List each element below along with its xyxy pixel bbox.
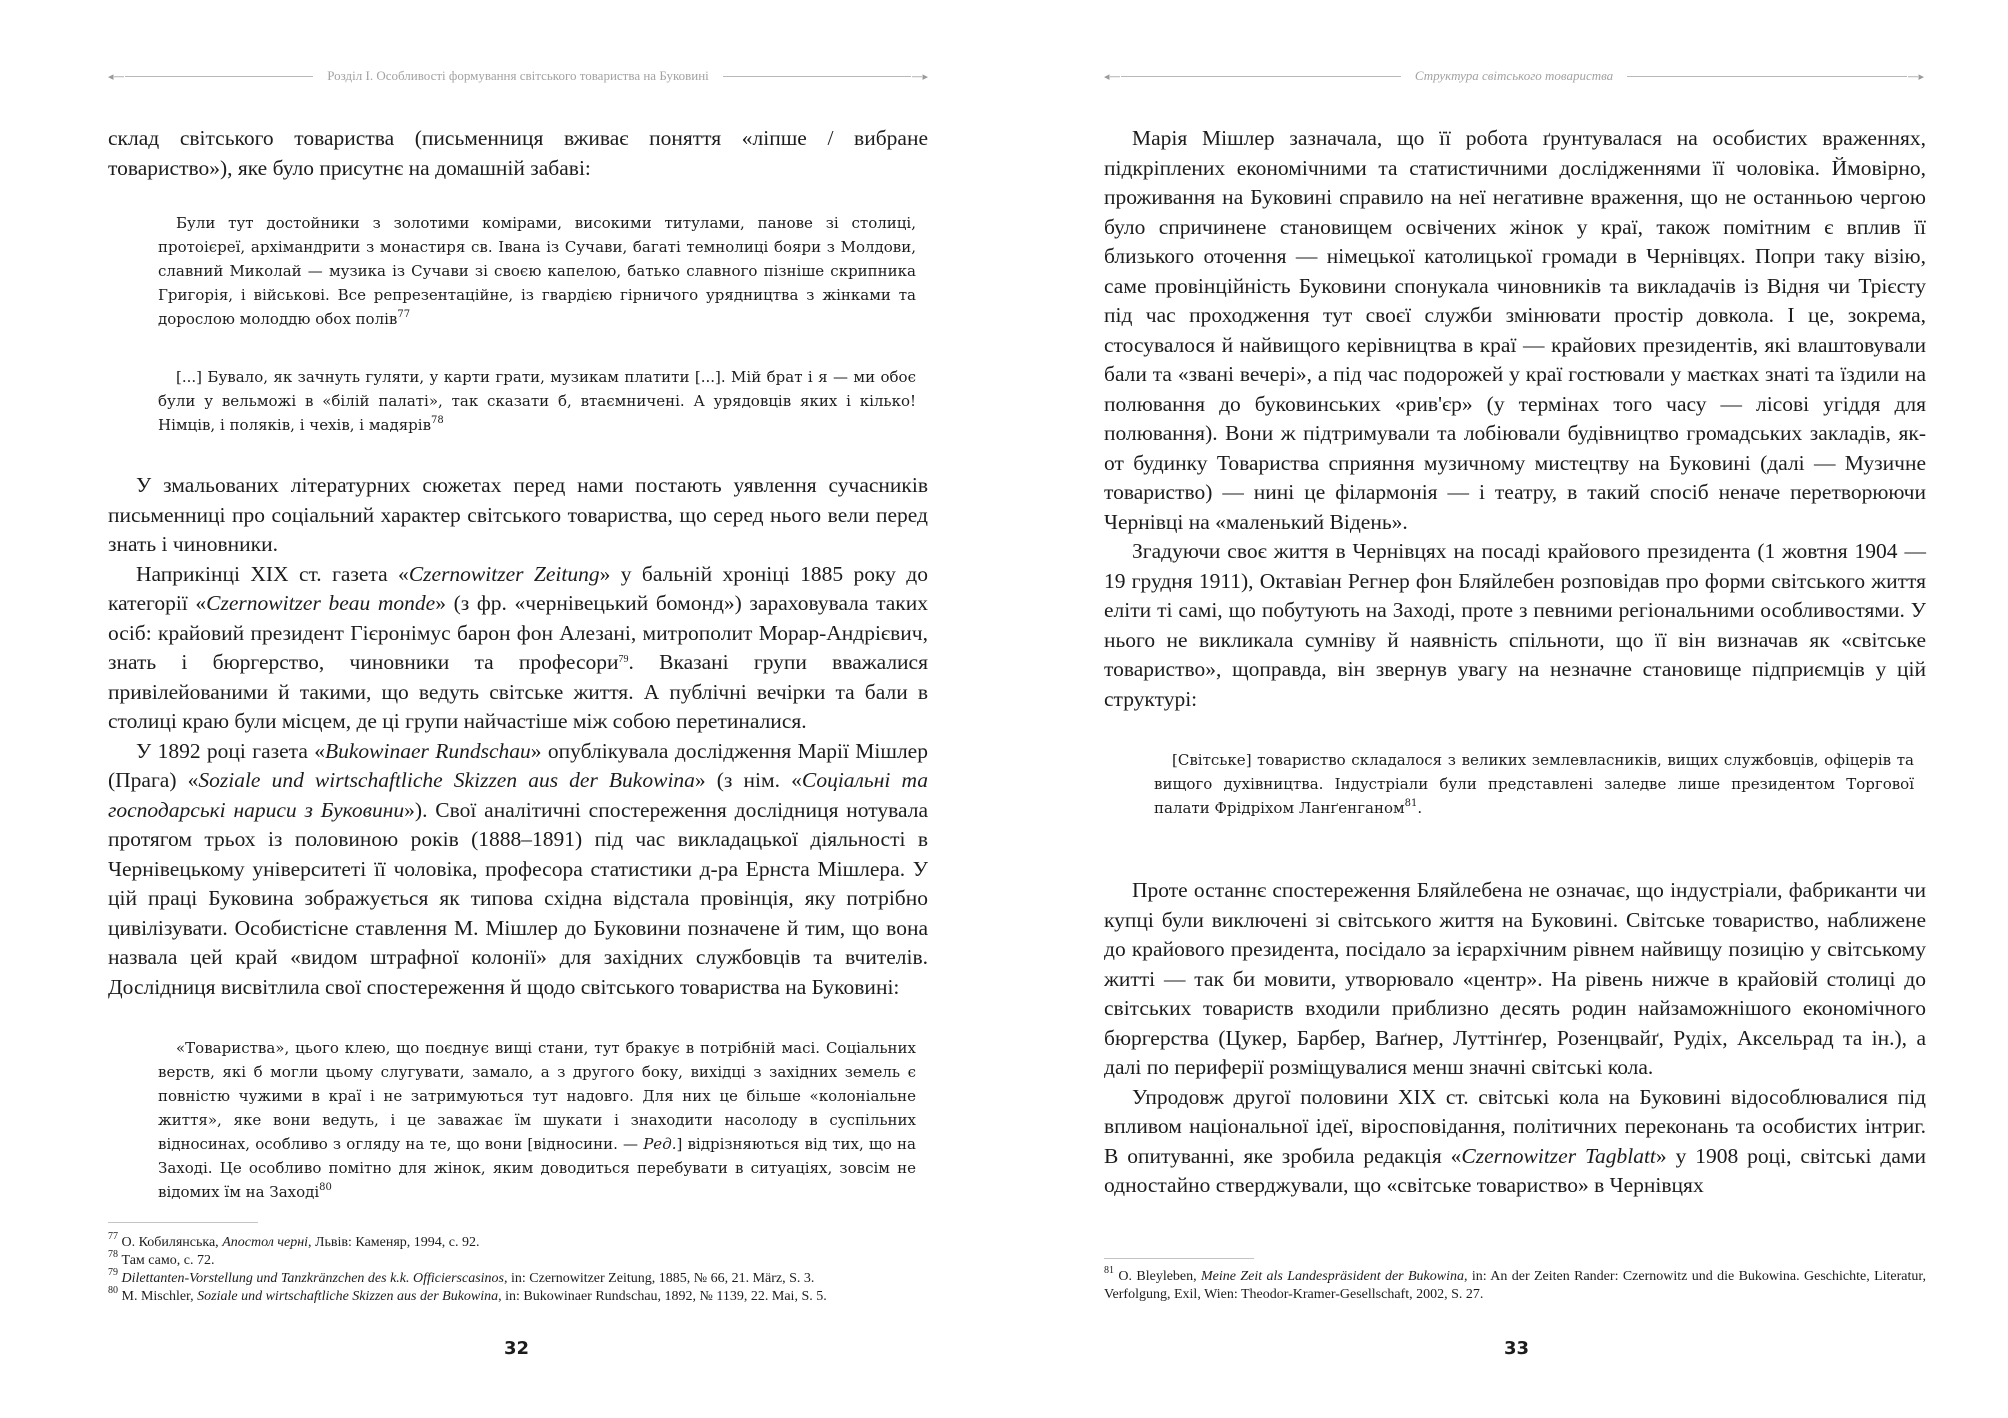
ornament-right-icon: —▸ — [911, 69, 929, 83]
quote-text: [...] Бувало, як зачнуть гуляти, у карти грати, музикам платити [...]. Мій брат і я — ми обоє були у вельможі в «білій палаті», так сказати б, втаємничені. А урядовців яких і кілько! Німців, і поляків, і чехів, і мадярів — [158, 368, 916, 434]
paragraph: Марія Мішлер зазначала, що її робота ґрунтувалася на особистих враженнях, підкріплених економічними та статистичними дослідженнями її чоловіка. Ймовірно, проживання на Буковині справило на неї негативне враження, що не останньою чергою було спричинене становищем освічених жінок у краї, також помітним є вплив її близького оточення — німецької католицької громади в Чернівцях. Попри таку візію, саме провінційність Буковини спонукала чиновників та викладачів із Відня чи Трієсту під час проходження тут своєї служби змінювати простір довкола. І це, зокрема, стосувалося й найвищого керівництва в краї — крайових президентів, які влаштовували бали та «звані вечері», а під час подорожей у краї гостювали у маєтках знаті та їздили на полювання до буковинських «рив'єр» (у термінах того часу — лісові угіддя для полювання). Вони ж підтримували та лобіювали будівництво громадських закладів, як-от будинку Товариства сприяння музичному мистецтву на Буковині (далі — Музичне товариство) — нині це філармонія — і театру, в такий спосіб неначе перетворюючи Чернівці на «маленький Відень». — [1104, 126, 1926, 534]
footnote: $^{81}$ O. Bleyleben, Meine Zeit als Landespräsident der Bukowina, in: An der Zeiten Rander: Czernowitz und die Bukowina. Geschichte, Literatur, Verfolgung, Exil, Wien: Theodor-Kramer-Gesellschaft, 2002, S. 27. — [1104, 1265, 1927, 1302]
header-rule — [723, 76, 912, 77]
running-head-text: Розділ I. Особливості формування світського товариства на Буковині — [327, 68, 709, 83]
footnote-ref: 77 — [397, 309, 411, 320]
footnote: $^{77}$ О. Кобилянська, Апостол черні, Львів: Каменяр, 1994, с. 92. — [108, 1231, 480, 1250]
footnote-ref: 81 — [1404, 798, 1418, 809]
footnote: $^{79}$ Dilettanten-Vorstellung und Tanzkränzchen des k.k. Officierscasinos, in: Czernowitzer Zeitung, 1885, № 66, 21. März, S. 3. — [108, 1267, 815, 1286]
ornament-left-icon: ◂— — [1104, 69, 1121, 83]
running-head — [108, 66, 928, 86]
ornament-right-icon: —▸ — [1907, 69, 1925, 83]
footnote-ref: 80 — [319, 1182, 332, 1193]
header-rule — [1121, 76, 1401, 77]
paragraph: Наприкінці XIX ст. газета «Czernowitzer Zeitung» у бальній хроніці 1885 року до категорії «Czernowitzer beau monde» (з фр. «чернівецький бомонд») зараховувала таких осіб: крайовий президент Гієронімус барон фон Алезані, митрополит Морар-Андрієвич, знать і бюргерство, чиновники та професори$^{79}$. Вказані групи вважалися привілейованими й такими, що ведуть світське життя. А публічні вечірки та бали в столиці краю були місцем, де ці групи найчастіше між собою перетиналися. — [108, 561, 929, 733]
running-head-text: Структура світського товариства — [1414, 68, 1614, 83]
footnote-ref: 78 — [431, 415, 444, 426]
block-quote: «Товариства», цього клею, що поєднує вищі стани, тут бракує в потрібній масі. Соціальних верств, які б могли цьому слугувати, замало, а з другого боку, вихідці з західних земель є повністю чужими в краї і не затримуються тут надовго. Для них це більше «колоніальне життя», яке вони ведуть, і це заважає їм шукати і знаходити насолоду в суспільних відносинах, особливо з огляду на те, що вони [відносини. — Ред.] відрізняються від тих, що на Заході. Це особливо помітно для жінок, яким доводиться перебувати в ситуаціях, зовсім не відомих їм на Заході$^{80}$ — [158, 1039, 916, 1201]
footnote-rule — [108, 1222, 258, 1223]
paragraph: У 1892 році газета «Bukowinaer Rundschau» опублікувала дослідження Марії Мішлер (Прага) «Soziale und wirtschaftliche Skizzen aus der Bukowina» (з нім. «Соціальні та господарські нариси з Буковини»). Свої аналітичні спостереження дослідниця нотувала протягом трьох із половиною років (1888–1891) під час викладацької діяльності в Чернівецькому університеті її чоловіка, професора статистики д-ра Ернста Мішлера. У цій праці Буковина зображується як типова східна відсталa провінція, яку потрібно цивілізувати. Особистісне ставлення М. Мішлер до Буковини позначене й тим, що вона назвала цей край «видом штрафної колонії» для західних службовців та вчителів. Дослідниця висвітлила свої спостереження й щодо світського товариства на Буковині: — [108, 738, 928, 999]
ornament-left-icon: ◂— — [108, 69, 125, 83]
block-quote — [158, 365, 916, 437]
text-column — [1104, 124, 1926, 1201]
paragraph: Упродовж другої половини XIX ст. світські кола на Буковині відособлювалися під впливом національної ідеї, віросповідання, політичних переконань та особистих інтриг. В опитуванні, яке зробила редакція «Czernowitzer Tagblatt» у 1908 році, світські дами одностайно стверджували, що «світське товариство» в Чернівцях — [1104, 1084, 1926, 1197]
page-number: 33 — [1504, 1338, 1530, 1359]
paragraph: Згадуючи своє життя в Чернівцях на посаді крайового президента (1 жовтня 1904 — 19 грудня 1911), Октавіан Регнер фон Бляйлебен розповідав про форми світського життя еліти ті самі, що побутують на Заході, проте з певними регіональними особливостями. У нього не викликала сумніву й наявність спільноти, що її він визначав як «світське товариство», щоправда, він звернув увагу на незначне становище підприємців у цій структурі: — [1104, 539, 1926, 711]
quote-text: Були тут достойники з золотими комірами, високими титулами, панове зі столиці, протоієреї, архімандрити з монастиря св. Івана із Сучави, багаті темнолиці бояри з Молдови, славний Миколай — музика із Сучави зі своєю капелою, батько славного пізніше скрипника Григорія, і військові. Все репрезентаційне, із гвардією гірничого урядництва з жінками та дорослою молоддю обох полів — [158, 214, 916, 328]
paragraph: склад світського товариства (письменниця вживає поняття «ліпше / вибране товариство»), яке було присутнє на домашній забаві: — [108, 126, 928, 180]
header-rule — [125, 76, 314, 77]
footnotes — [1104, 1265, 1927, 1304]
footnote-ref: 79 — [618, 654, 629, 665]
paragraph: Проте останнє спостереження Бляйлебена не означає, що індустріали, фабриканти чи купці були виключені зі світського життя на Буковині. Світське товариство, наближене до крайового президента, посідало за ієрархічним рівнем найвищу позицію у світському житті — так би мовити, утворювало «центр». На рівень нижче в крайовій столиці до світських товариств входили приблизно десять родин найзаможнішого економічного бюргерства (Цукер, Барбер, Ваґнер, Луттінґер, Розенцвайґ, Рудіх, Аксельрад та ін.), а далі по периферії розміщувалися менш значні світські кола. — [1104, 878, 1926, 1079]
header-rule — [1627, 76, 1907, 77]
footnote: $^{80}$ M. Mischler, Soziale und wirtschaftliche Skizzen aus der Bukowina, in: Bukowinaer Rundschau, 1892, № 1139, 22. Mai, S. 5. — [108, 1285, 827, 1304]
quote-text: [Світське] товариство складалося з великих землевласників, вищих службовців, офіцерів та вищого духівництва. Індустріали були представлені заледве лише президентом Торгової палати Фрідріхом Ланґенганом — [1154, 751, 1914, 817]
block-quote: [Світське] товариство складалося з великих землевласників, вищих службовців, офіцерів та вищого духівництва. Індустріали були представлені заледве лише президентом Торгової палати Фрідріхом Ланґенганом$^{81}$. — [1154, 751, 1914, 817]
footnote-rule — [1104, 1258, 1254, 1259]
page-number: 32 — [504, 1338, 530, 1359]
footnote: $^{78}$ Там само, с. 72. — [108, 1249, 215, 1268]
right-page — [1004, 0, 2008, 1418]
running-head — [1104, 66, 1924, 86]
text-column — [108, 124, 928, 1204]
block-quote — [158, 211, 916, 331]
footnotes — [108, 1231, 928, 1306]
paragraph: У змальованих літературних сюжетах перед нами постають уявлення сучасників письменниці про соціальний характер світського товариства, що серед нього вели перед знать і чиновники. — [108, 473, 928, 556]
